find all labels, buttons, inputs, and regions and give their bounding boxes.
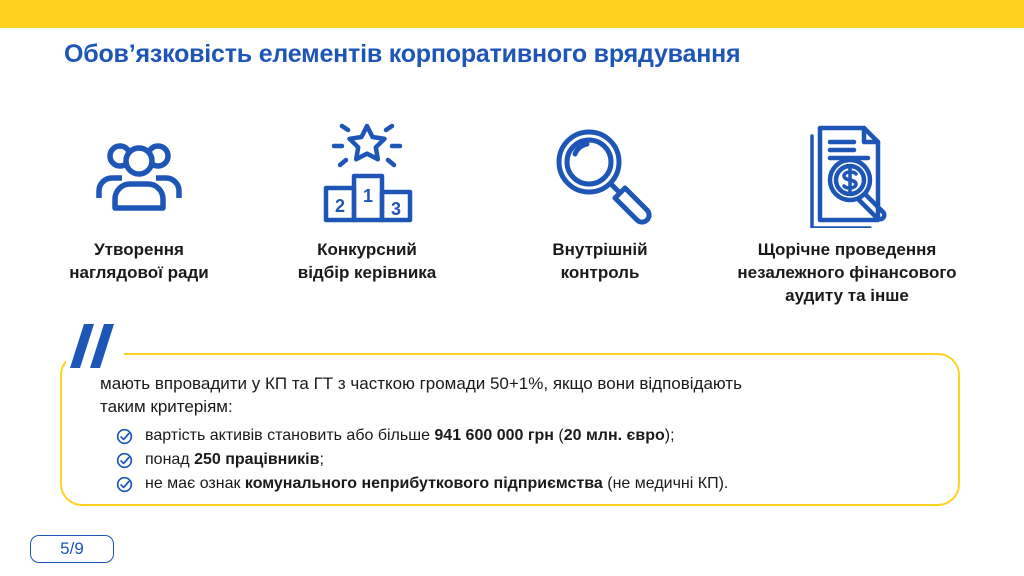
list-item — [116, 448, 728, 472]
podium-first-number: 1 — [362, 186, 374, 206]
feature-label: Щорічне проведення незалежного фінансового аудиту та інше — [737, 240, 957, 305]
list-item-text: вартість активів становить або більше 941 600 000 грн (20 млн. євро); — [145, 427, 675, 444]
feature-supervisory-board — [14, 118, 264, 284]
list-item — [116, 424, 728, 448]
feature-label: Конкурсний відбір керівника — [297, 240, 437, 282]
podium-star-icon — [312, 118, 422, 228]
list-item-text: понад 250 працівників; — [145, 451, 324, 468]
feature-internal-control — [475, 118, 725, 284]
podium-second-number: 2 — [334, 196, 346, 216]
feature-financial-audit — [722, 118, 972, 307]
people-group-icon — [84, 118, 194, 228]
check-circle-icon — [116, 452, 133, 469]
list-item-text: не має ознак комунального неприбуткового підприємства (не медичні КП). — [145, 475, 729, 492]
feature-label: Внутрішній контроль — [552, 240, 648, 282]
page-indicator: 5/9 — [30, 535, 114, 563]
feature-label: Утворення наглядової ради — [69, 240, 209, 282]
podium-third-number: 3 — [390, 199, 402, 219]
check-circle-icon — [116, 476, 133, 493]
feature-manager-selection — [242, 118, 492, 284]
document-audit-icon — [792, 118, 902, 228]
criteria-list — [116, 424, 728, 496]
magnifier-icon — [545, 118, 655, 228]
criteria-intro: мають впровадити у КП та ГТ з часткою громади 50+1%, якщо вони відповідають таким критеріям: — [100, 374, 742, 416]
list-item — [116, 472, 728, 496]
page-title: Обов’язковість елементів корпоративного врядування — [64, 40, 741, 68]
quote-mark-icon — [66, 316, 124, 376]
check-circle-icon — [116, 428, 133, 445]
top-accent-bar — [0, 0, 1024, 28]
